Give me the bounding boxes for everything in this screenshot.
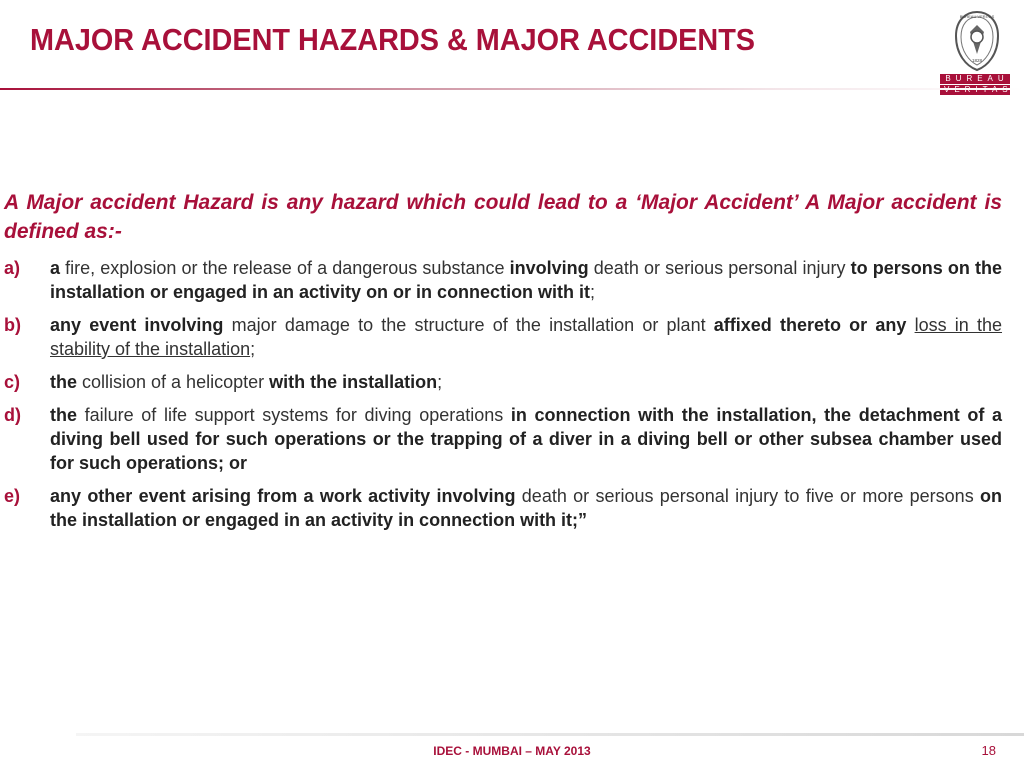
bold-text-segment: any other event arising from a work activity involving [50, 486, 516, 506]
seal-text: BUREAU VERITAS [959, 14, 995, 19]
item-text [50, 403, 1002, 475]
definition-item [4, 484, 1002, 532]
definition-item [4, 313, 1002, 361]
text-segment: fire, explosion or the release of a dangerous substance [60, 258, 510, 278]
bold-text-segment: the [50, 372, 77, 392]
definition-item [4, 403, 1002, 475]
bold-text-segment: to persons on the installation or engaged in an activity on or in connection with it [50, 258, 1003, 302]
footer-divider [76, 733, 1024, 736]
text-segment: ; [437, 372, 443, 392]
text-segment: ; [250, 339, 256, 359]
definition-item [4, 256, 1002, 304]
bold-text-segment: in connection with the installation, the detachment of a diving bell used for such operations or the trapping of a diver in a diving bell or other subsea chamber used for such operations; or [50, 405, 1003, 473]
logo-word-veritas [940, 85, 1010, 95]
bold-text-segment: involving [509, 258, 589, 278]
bureau-veritas-seal-icon [952, 10, 1002, 72]
bold-text-segment: on the installation or engaged in an activity in connection with it;” [50, 486, 1002, 530]
text-segment: failure of life support systems for diving operations [77, 405, 511, 425]
item-marker: c) [4, 372, 21, 392]
item-marker: d) [4, 405, 21, 425]
definition-list [4, 256, 1002, 532]
bold-text-segment: the [50, 405, 77, 425]
slide-title: MAJOR ACCIDENT HAZARDS & MAJOR ACCIDENTS [30, 22, 756, 57]
text-segment: collision of a helicopter [77, 372, 270, 392]
text-segment: death or serious personal injury [588, 258, 851, 278]
text-segment: major damage to the structure of the installation or plant [223, 315, 714, 335]
item-marker: e) [4, 486, 21, 506]
item-text [50, 313, 1002, 361]
definition-item [4, 370, 1002, 394]
item-text [50, 256, 1002, 304]
item-marker: a) [4, 258, 21, 278]
item-text [50, 370, 1002, 394]
seal-year: 1828 [971, 58, 983, 63]
footer-text: IDEC - MUMBAI – MAY 2013 [433, 744, 591, 758]
underlined-text-segment: loss in the stability of the installation [50, 315, 1003, 359]
text-segment [906, 315, 914, 335]
definition-intro: A Major accident Hazard is any hazard which could lead to a ‘Major Accident’ A Major accident is defined as:- [4, 191, 1002, 243]
bold-text-segment: a [50, 258, 61, 278]
bureau-veritas-logo [940, 10, 1014, 90]
bold-text-segment: affixed thereto or any [713, 315, 907, 335]
item-marker: b) [4, 315, 21, 335]
slide-content [4, 188, 1002, 541]
title-divider [0, 88, 1024, 90]
bold-text-segment: any event involving [50, 315, 224, 335]
item-text [50, 484, 1002, 532]
bold-text-segment: with the installation [269, 372, 438, 392]
text-segment: death or serious personal injury to five or more persons [515, 486, 980, 506]
page-number: 18 [981, 743, 996, 758]
text-segment: ; [590, 282, 596, 302]
logo-word-bureau: BUREAU [940, 74, 1010, 84]
